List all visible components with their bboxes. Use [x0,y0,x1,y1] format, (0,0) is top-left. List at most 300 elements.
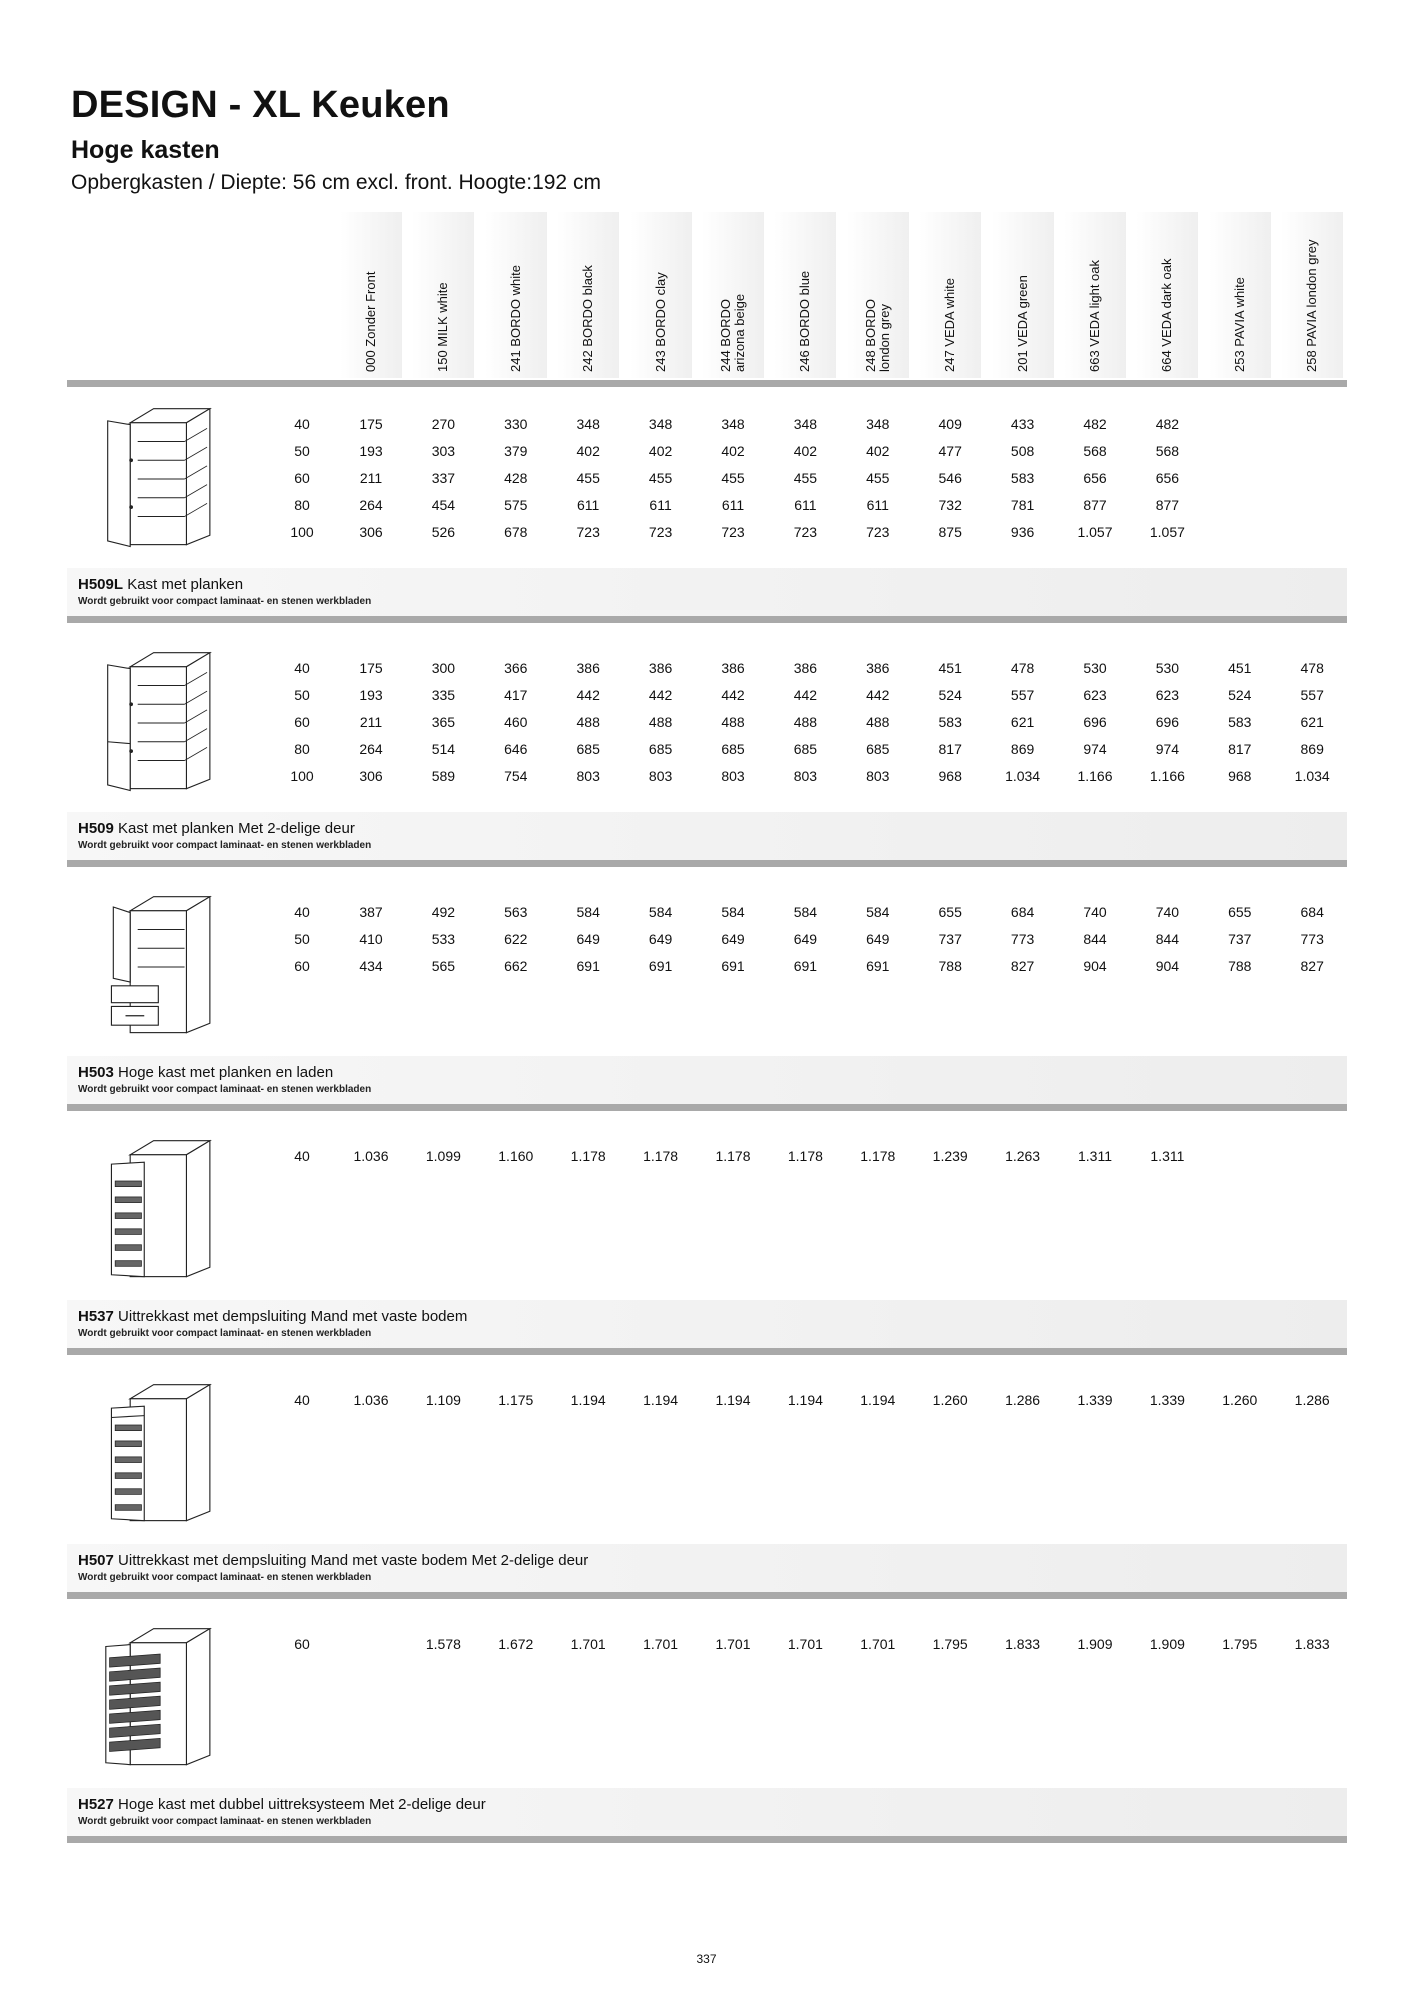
price-cell: 386 [866,660,890,676]
section-separator [67,1836,1347,1843]
width-cell: 40 [294,416,310,432]
price-cell: 740 [1155,904,1180,920]
price-cell: 781 [1010,497,1035,513]
price-cell: 936 [1010,524,1035,540]
width-cell: 80 [294,741,310,757]
price-cell: 478 [1300,660,1324,676]
column-header-line: 150 MILK white [435,282,451,372]
price-cell: 417 [504,687,528,703]
column-header-line: 000 Zonder Front [363,271,378,372]
price-cell: 402 [576,443,600,459]
section-code: H507 [78,1552,114,1569]
section-title: Uittrekkast met dempsluiting Mand met vaste bodem Met 2-delige deur [118,1552,589,1569]
price-cell: 662 [504,958,528,974]
column-header-label [436,212,450,372]
price-cell: 685 [866,741,890,757]
price-cell: 827 [1010,958,1035,974]
product-section [0,1122,1413,1366]
price-cell: 379 [504,443,528,459]
price-cell: 575 [504,497,528,513]
price-cell: 1.701 [860,1636,896,1652]
price-cell: 1.194 [643,1392,679,1408]
price-row [0,1636,1413,1656]
width-cell: 60 [294,470,310,486]
price-cell: 1.672 [498,1636,534,1652]
price-cell: 817 [1228,741,1252,757]
price-cell: 649 [793,931,818,947]
price-cell: 685 [793,741,818,757]
price-cell: 685 [721,741,745,757]
price-cell: 583 [1010,470,1035,486]
price-cell: 1.057 [1149,524,1185,540]
price-cell: 409 [938,416,962,432]
price-cell: 684 [1300,904,1324,920]
price-cell: 584 [793,904,818,920]
price-cell: 968 [938,768,962,784]
price-row [0,904,1413,924]
price-cell: 877 [1083,497,1107,513]
column-header-line: london grey [876,304,892,372]
price-cell: 788 [938,958,962,974]
section-code: H509 [78,820,114,837]
price-cell: 904 [1155,958,1180,974]
section-label [67,568,1347,616]
column-header-line: 241 BORDO white [507,265,523,372]
price-cell: 1.795 [1222,1636,1258,1652]
price-cell: 193 [359,687,383,703]
price-cell: 737 [938,931,962,947]
column-header-label [581,212,595,372]
price-cell: 611 [649,497,672,513]
column-header-label [798,212,812,372]
price-cell: 611 [721,497,745,513]
price-cell: 875 [938,524,962,540]
price-cell: 563 [504,904,528,920]
section-title: Kast met planken [127,576,244,593]
price-cell: 1.909 [1149,1636,1185,1652]
price-cell: 460 [504,714,528,730]
price-cell: 649 [576,931,600,947]
section-name [78,1552,588,1569]
column-header [1064,212,1126,378]
price-row [0,497,1413,517]
price-cell: 488 [576,714,600,730]
price-cell: 454 [431,497,456,513]
price-cell: 623 [1155,687,1180,703]
price-cell: 451 [938,660,962,676]
page-subtitle: Hoge kasten [71,136,220,164]
width-cell: 40 [294,1392,310,1408]
price-cell: 696 [1155,714,1180,730]
price-row [0,524,1413,544]
header-separator [67,380,1347,387]
column-header-label [1233,212,1247,372]
price-cell: 306 [359,524,383,540]
price-cell: 402 [866,443,890,459]
price-cell: 455 [576,470,600,486]
price-cell: 1.701 [715,1636,751,1652]
price-cell: 691 [721,958,745,974]
column-header [1209,212,1271,378]
price-cell: 546 [938,470,962,486]
price-cell: 803 [648,768,673,784]
price-cell: 524 [938,687,962,703]
section-title: Hoge kast met planken en laden [118,1064,334,1081]
section-separator [67,1348,1347,1355]
price-cell: 1.239 [932,1148,968,1164]
price-cell: 611 [794,497,817,513]
price-cell: 488 [648,714,673,730]
price-cell: 1.057 [1077,524,1113,540]
price-cell: 386 [576,660,600,676]
price-cell: 530 [1155,660,1180,676]
section-label [67,1300,1347,1348]
price-cell: 442 [793,687,818,703]
price-cell: 402 [793,443,818,459]
price-cell: 1.178 [715,1148,751,1164]
price-cell: 365 [431,714,456,730]
column-header [919,212,981,378]
price-cell: 1.178 [643,1148,679,1164]
section-separator [67,616,1347,623]
price-cell: 1.833 [1005,1636,1041,1652]
price-cell: 1.578 [425,1636,461,1652]
price-cell: 974 [1155,741,1180,757]
price-cell: 691 [576,958,600,974]
product-section [0,634,1413,878]
section-name [78,1796,486,1813]
section-note: Wordt gebruikt voor compact laminaat- en stenen werkbladen [78,1572,372,1583]
price-cell: 514 [431,741,456,757]
price-cell: 300 [431,660,456,676]
price-cell: 621 [1010,714,1035,730]
column-header-label [509,212,523,372]
price-cell: 1.034 [1005,768,1041,784]
price-cell: 264 [359,741,383,757]
price-cell: 732 [938,497,962,513]
column-header-line: 243 BORDO clay [652,272,668,372]
price-cell: 1.036 [353,1392,389,1408]
price-cell: 1.160 [498,1148,534,1164]
column-header [340,212,402,378]
price-row [0,1392,1413,1412]
price-cell: 788 [1228,958,1252,974]
price-cell: 402 [721,443,745,459]
price-cell: 584 [721,904,745,920]
price-row [0,660,1413,680]
price-cell: 337 [431,470,456,486]
page-description: Opbergkasten / Diepte: 56 cm excl. front. Hoogte:192 cm [71,171,601,194]
price-cell: 482 [1155,416,1180,432]
price-cell: 583 [1228,714,1252,730]
column-header-label [719,212,747,372]
price-cell: 533 [431,931,456,947]
page-number: 337 [696,1952,717,1966]
price-cell: 611 [866,497,889,513]
price-cell: 656 [1155,470,1180,486]
product-section [0,390,1413,634]
section-name [78,820,355,837]
column-header-line: 244 BORDO [718,299,733,372]
price-cell: 488 [866,714,890,730]
price-row [0,768,1413,788]
price-cell: 655 [938,904,962,920]
column-header [485,212,547,378]
price-cell: 402 [648,443,673,459]
price-cell: 442 [648,687,673,703]
price-cell: 508 [1010,443,1035,459]
price-cell: 584 [866,904,890,920]
price-cell: 904 [1083,958,1107,974]
price-cell: 877 [1155,497,1180,513]
price-cell: 773 [1300,931,1324,947]
column-header-line: 253 PAVIA white [1231,277,1247,372]
price-row [0,741,1413,761]
section-label [67,1056,1347,1104]
price-cell: 348 [866,416,890,432]
product-section [0,1610,1413,1854]
price-cell: 433 [1010,416,1035,432]
price-cell: 264 [359,497,383,513]
width-cell: 80 [294,497,310,513]
price-cell: 557 [1010,687,1035,703]
price-cell: 482 [1083,416,1107,432]
price-cell: 455 [721,470,745,486]
column-header-label [364,212,378,372]
price-cell: 583 [938,714,962,730]
price-cell: 723 [576,524,600,540]
price-cell: 530 [1083,660,1107,676]
price-cell: 348 [721,416,745,432]
section-title: Kast met planken Met 2-delige deur [118,820,355,837]
price-cell: 1.286 [1005,1392,1041,1408]
section-separator [67,1592,1347,1599]
column-header-label [1160,212,1174,372]
width-cell: 40 [294,1148,310,1164]
price-cell: 1.194 [570,1392,606,1408]
price-cell: 691 [866,958,890,974]
price-cell: 584 [576,904,600,920]
column-header-label [864,212,892,372]
price-cell: 691 [648,958,673,974]
price-cell: 193 [359,443,383,459]
width-cell: 60 [294,958,310,974]
price-row [0,958,1413,978]
section-name [78,1308,467,1325]
product-section [0,878,1413,1122]
price-cell: 754 [504,768,528,784]
price-cell: 803 [576,768,600,784]
price-cell: 211 [359,470,383,486]
price-cell: 348 [648,416,673,432]
price-row [0,443,1413,463]
price-cell: 524 [1228,687,1252,703]
price-cell: 1.194 [787,1392,823,1408]
width-cell: 60 [294,714,310,730]
price-cell: 526 [431,524,456,540]
price-cell: 723 [648,524,673,540]
price-cell: 773 [1010,931,1035,947]
price-cell: 175 [359,660,383,676]
price-cell: 1.701 [570,1636,606,1652]
column-header-label [1016,212,1030,372]
price-cell: 844 [1155,931,1180,947]
price-cell: 386 [648,660,673,676]
price-cell: 410 [359,931,383,947]
section-code: H503 [78,1064,114,1081]
column-header-line: 201 VEDA green [1014,275,1030,372]
width-cell: 50 [294,687,310,703]
price-cell: 1.311 [1078,1148,1112,1164]
price-row [0,416,1413,436]
price-cell: 478 [1010,660,1035,676]
price-cell: 387 [359,904,383,920]
price-cell: 568 [1155,443,1180,459]
price-cell: 968 [1228,768,1252,784]
section-note: Wordt gebruikt voor compact laminaat- en stenen werkbladen [78,1328,372,1339]
page-title: DESIGN - XL Keuken [71,84,450,126]
price-cell: 1.175 [498,1392,534,1408]
price-cell: 488 [721,714,745,730]
section-label [67,812,1347,860]
column-header [702,212,764,378]
column-header-line: arizona beige [732,293,747,372]
price-cell: 1.263 [1005,1148,1041,1164]
price-cell: 1.260 [932,1392,968,1408]
price-cell: 1.311 [1150,1148,1185,1164]
price-cell: 1.036 [353,1148,389,1164]
price-cell: 974 [1083,741,1107,757]
section-title: Hoge kast met dubbel uittreksysteem Met 2-delige deur [118,1796,486,1813]
column-header-label [654,212,668,372]
price-cell: 1.260 [1222,1392,1258,1408]
product-section [0,1366,1413,1610]
section-separator [67,860,1347,867]
price-cell: 1.034 [1294,768,1330,784]
price-cell: 455 [793,470,818,486]
price-cell: 622 [504,931,528,947]
price-cell: 428 [504,470,528,486]
price-cell: 737 [1228,931,1252,947]
price-cell: 442 [721,687,745,703]
column-header-line: 663 VEDA light oak [1087,259,1102,372]
price-cell: 656 [1083,470,1107,486]
price-cell: 386 [793,660,818,676]
section-code: H527 [78,1796,114,1813]
price-cell: 1.701 [787,1636,823,1652]
price-cell: 557 [1300,687,1324,703]
column-header-line: 247 VEDA white [942,278,958,372]
column-header [774,212,836,378]
price-cell: 1.286 [1294,1392,1330,1408]
column-header [847,212,909,378]
price-cell: 740 [1083,904,1107,920]
column-header [630,212,692,378]
price-cell: 1.178 [860,1148,896,1164]
price-cell: 1.909 [1077,1636,1113,1652]
price-cell: 348 [793,416,818,432]
price-cell: 584 [648,904,673,920]
column-header [1136,212,1198,378]
price-cell: 303 [431,443,456,459]
column-header [412,212,474,378]
price-row [0,687,1413,707]
price-cell: 1.109 [425,1392,461,1408]
price-cell: 1.099 [425,1148,461,1164]
column-header-line: 242 BORDO black [580,265,596,372]
price-cell: 1.178 [570,1148,606,1164]
price-row [0,714,1413,734]
price-cell: 306 [359,768,383,784]
price-row [0,470,1413,490]
price-cell: 442 [866,687,890,703]
column-header-label [943,212,957,372]
width-cell: 40 [294,904,310,920]
price-cell: 568 [1083,443,1107,459]
price-cell: 175 [359,416,383,432]
section-title: Uittrekkast met dempsluiting Mand met vaste bodem [118,1308,468,1325]
column-header-line: 246 BORDO blue [797,270,813,372]
price-cell: 691 [793,958,818,974]
section-label [67,1788,1347,1836]
price-cell: 1.339 [1077,1392,1113,1408]
column-header-label [1305,212,1319,372]
price-cell: 1.166 [1077,768,1113,784]
price-cell: 1.833 [1294,1636,1330,1652]
price-cell: 723 [793,524,818,540]
section-note: Wordt gebruikt voor compact laminaat- en stenen werkbladen [78,1084,372,1095]
price-cell: 451 [1228,660,1252,676]
price-cell: 492 [431,904,456,920]
column-header-line: 258 PAVIA london grey [1304,239,1320,372]
price-cell: 723 [721,524,745,540]
price-cell: 621 [1300,714,1324,730]
column-header [992,212,1054,378]
price-cell: 723 [866,524,890,540]
price-cell: 685 [576,741,600,757]
section-name [78,576,243,593]
price-cell: 869 [1010,741,1035,757]
price-cell: 844 [1083,931,1107,947]
width-cell: 50 [294,931,310,947]
section-note: Wordt gebruikt voor compact laminaat- en stenen werkbladen [78,596,372,607]
section-separator [67,1104,1347,1111]
price-cell: 827 [1300,958,1324,974]
price-cell: 434 [359,958,383,974]
price-cell: 803 [721,768,745,784]
price-cell: 211 [359,714,383,730]
price-cell: 1.701 [643,1636,679,1652]
price-cell: 1.178 [787,1148,823,1164]
section-label [67,1544,1347,1592]
price-row [0,931,1413,951]
price-cell: 348 [576,416,600,432]
price-cell: 655 [1228,904,1252,920]
price-cell: 330 [504,416,528,432]
width-cell: 60 [294,1636,310,1652]
width-cell: 40 [294,660,310,676]
price-cell: 477 [938,443,962,459]
price-cell: 455 [648,470,673,486]
section-note: Wordt gebruikt voor compact laminaat- en stenen werkbladen [78,840,372,851]
price-cell: 488 [793,714,818,730]
price-cell: 803 [793,768,818,784]
price-cell: 817 [938,741,962,757]
price-cell: 803 [866,768,890,784]
section-code: H537 [78,1308,114,1325]
price-cell: 270 [431,416,456,432]
price-cell: 696 [1083,714,1107,730]
